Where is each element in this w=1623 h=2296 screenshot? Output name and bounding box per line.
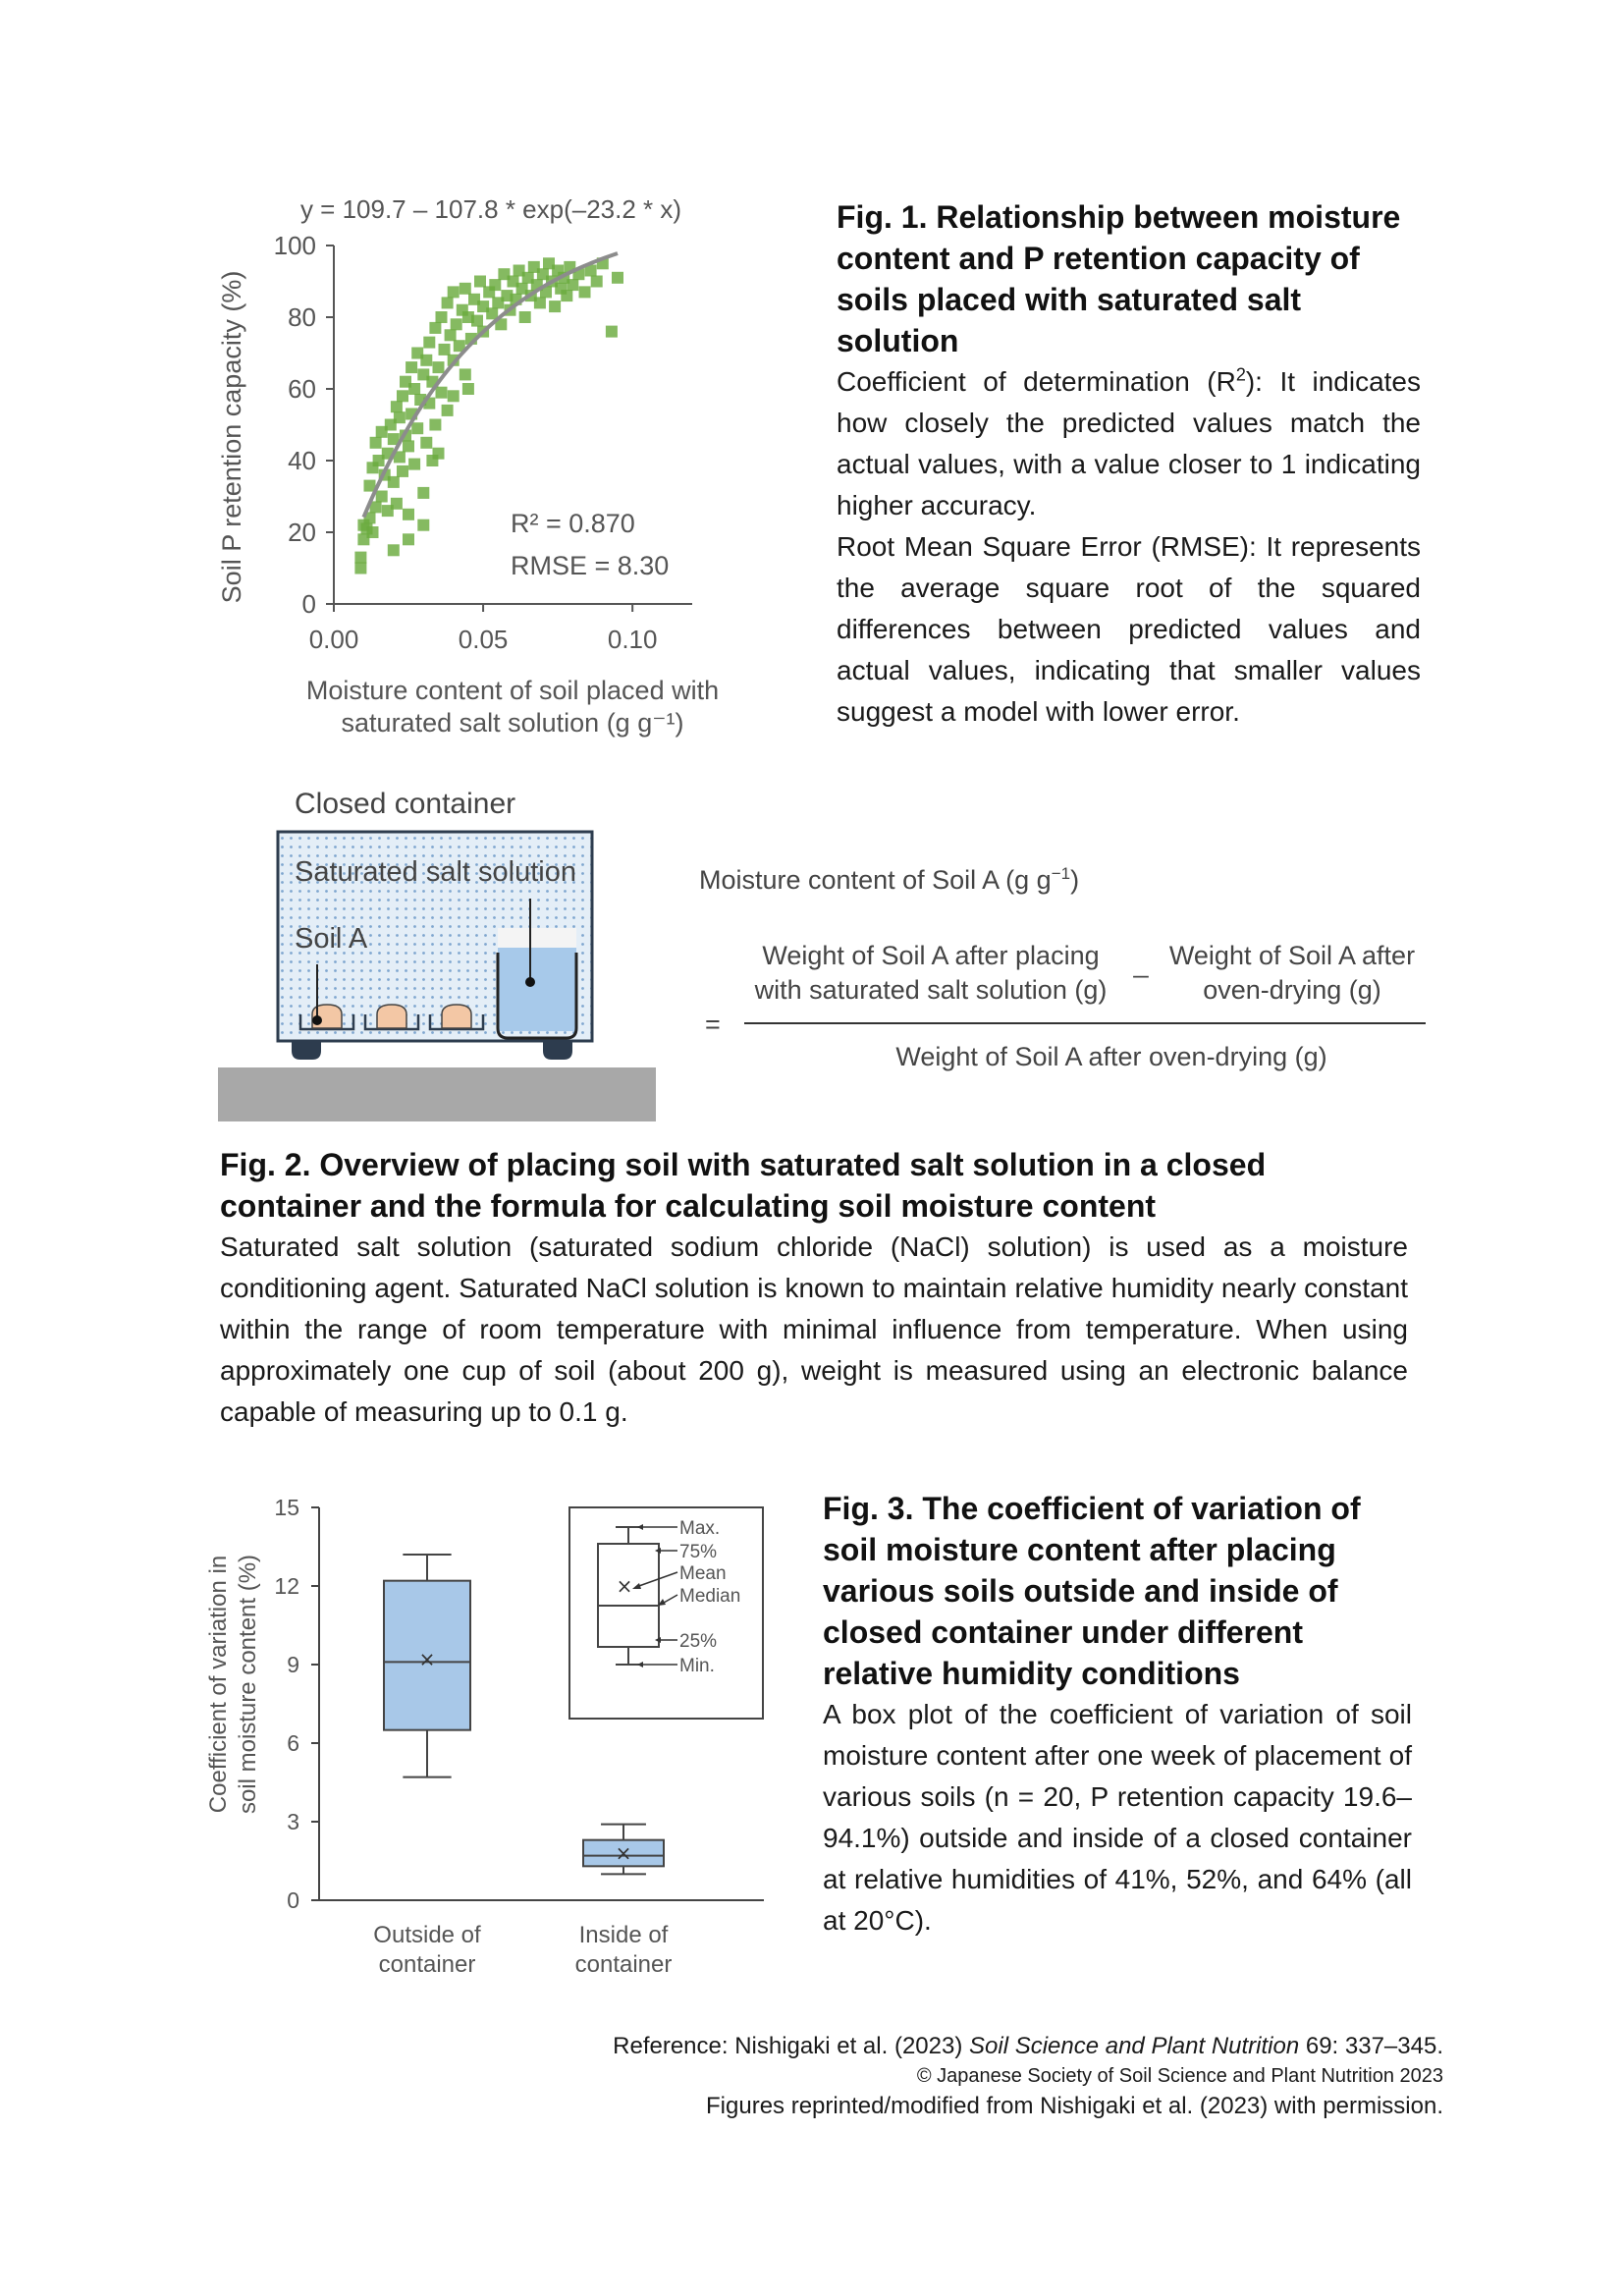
fig1-scatter-chart <box>196 187 746 746</box>
y-tick-label: 0 <box>301 589 316 619</box>
container-foot-left <box>292 1041 321 1060</box>
scatter-point <box>408 459 420 470</box>
scatter-point <box>406 361 417 373</box>
scatter-point <box>561 290 572 301</box>
category-label: container <box>378 1951 476 1978</box>
scatter-point <box>408 383 420 395</box>
scatter-point <box>549 301 561 312</box>
scatter-point <box>436 387 448 399</box>
closed-container-label: Closed container <box>295 788 516 820</box>
scatter-point <box>397 465 408 477</box>
x-tick-label: 0.00 <box>308 625 359 654</box>
category-label: container <box>574 1951 673 1978</box>
scatter-point <box>391 498 403 510</box>
numerator-left-line1: Weight of Soil A after placing <box>762 941 1100 970</box>
scatter-point <box>442 297 454 308</box>
y-tick-label: 100 <box>273 231 316 260</box>
category-label: Outside of <box>373 1922 481 1948</box>
scatter-point <box>579 286 591 298</box>
svg-text:soil moisture content (%): soil moisture content (%) <box>235 1554 261 1815</box>
scatter-point <box>429 419 441 431</box>
fig1-caption <box>837 196 1421 733</box>
scatter-point <box>471 315 483 327</box>
numerator-left-line2: with saturated salt solution (g) <box>754 975 1108 1005</box>
scatter-point <box>606 326 618 338</box>
numerator-right-line2: oven-drying (g) <box>1203 975 1381 1005</box>
fig3-title: Fig. 3. The coefficient of variation of soil moisture content after placing various soils outside and inside of closed container under different relative humidity conditions <box>823 1491 1361 1691</box>
fig3-caption <box>823 1488 1412 1941</box>
scatter-point <box>448 286 460 298</box>
legend-q3: 75% <box>679 1542 718 1562</box>
y-tick-label: 60 <box>288 374 316 404</box>
fig2-formula <box>687 845 1443 1100</box>
y-tick-label: 15 <box>274 1495 299 1520</box>
minus-sign: _ <box>1133 949 1149 978</box>
saturated-salt-label: Saturated salt solution <box>295 856 576 888</box>
scatter-point <box>489 279 501 291</box>
scatter-point <box>462 383 474 395</box>
y-tick-label: 12 <box>274 1573 299 1599</box>
mean-marker: × <box>418 1647 436 1671</box>
scatter-point <box>354 563 366 574</box>
scatter-point <box>417 519 429 531</box>
fig2-title: Fig. 2. Overview of placing soil with saturated salt solution in a closed container and the formula for calculating soil moisture content <box>220 1147 1267 1224</box>
scatter-point <box>460 368 471 380</box>
scatter-point <box>429 322 441 334</box>
fig1-equation: y = 109.7 – 107.8 * exp(–23.2 * x) <box>299 194 682 224</box>
fig1-xaxis-label-line2: saturated salt solution (g g⁻¹) <box>341 708 684 738</box>
scatter-point <box>436 311 448 323</box>
numerator-right-line1: Weight of Soil A after <box>1168 941 1416 970</box>
reference-citation: Reference: Nishigaki et al. (2023) Soil Science and Plant Nutrition 69: 337–345. <box>613 2033 1443 2059</box>
fig1-rmse-label: RMSE = 8.30 <box>511 551 670 580</box>
table-surface <box>218 1067 656 1121</box>
scatter-point <box>376 491 388 503</box>
scatter-point <box>442 405 454 416</box>
container-foot-right <box>543 1041 572 1060</box>
svg-text:×: × <box>616 1574 633 1598</box>
fig1-yaxis-label <box>217 271 246 604</box>
box-outside <box>373 1555 481 1978</box>
scatter-point <box>403 533 414 545</box>
y-tick-label: 3 <box>287 1809 299 1834</box>
legend-q1: 25% <box>679 1631 718 1652</box>
scatter-point <box>403 440 414 452</box>
x-tick-label: 0.10 <box>607 625 658 654</box>
scatter-point <box>367 526 379 538</box>
mean-marker: × <box>615 1841 632 1865</box>
scatter-point <box>411 422 423 434</box>
scatter-point <box>388 544 400 556</box>
scatter-point <box>420 355 432 366</box>
scatter-point <box>567 279 578 291</box>
reference-copyright: © Japanese Society of Soil Science and Plant Nutrition 2023 <box>916 2065 1443 2087</box>
scatter-point <box>370 437 382 449</box>
scatter-point <box>448 390 460 402</box>
legend-mean: Mean <box>679 1563 727 1584</box>
scatter-point <box>445 329 457 341</box>
equals-sign: = <box>705 1010 721 1039</box>
scatter-point <box>417 487 429 499</box>
scatter-point <box>391 401 403 412</box>
scatter-point <box>591 276 603 288</box>
scatter-point <box>420 437 432 449</box>
fig2-caption <box>220 1144 1408 1433</box>
legend-min: Min. <box>679 1656 715 1676</box>
svg-text:Coefficient of variation in: Coefficient of variation in <box>205 1555 232 1814</box>
soil-a-label: Soil A <box>295 923 368 955</box>
y-tick-label: 20 <box>288 518 316 547</box>
y-tick-label: 0 <box>287 1887 299 1913</box>
fig1-r2-description: Coefficient of determination $(R^2)$: It indicates how closely the predicted values match the actual values, with a value closer to 1 indicating higher accuracy. <box>837 364 1422 520</box>
x-tick-label: 0.05 <box>458 625 509 654</box>
scatter-point <box>474 276 486 288</box>
box-legend <box>569 1507 763 1719</box>
scatter-point <box>388 476 400 488</box>
fig1-r2-label: R² = 0.870 <box>511 509 635 538</box>
scatter-point <box>397 390 408 402</box>
legend-max: Max. <box>679 1518 721 1539</box>
fig1-xaxis-label-line1: Moisture content of soil placed with <box>305 676 720 705</box>
fig2-container-diagram <box>216 781 668 1124</box>
scatter-point <box>433 448 445 460</box>
scatter-point <box>612 272 623 284</box>
y-tick-label: 40 <box>288 446 316 475</box>
reference-permission: Figures reprinted/modified from Nishigaki et al. (2023) with permission. <box>706 2093 1443 2119</box>
fig2-body: Saturated salt solution (saturated sodium chloride (NaCl) solution) is used as a moisture conditioning agent. Saturated NaCl solution is known to maintain relative humidity nearly constant within the range of room temperature with minimal influence from temperature. When using approximately one cup of soil (about 200 g), weight is measured using an electronic balance capable of measuring up to 0.1 g. <box>220 1231 1408 1427</box>
scatter-point <box>451 318 462 330</box>
scatter-point <box>423 337 435 349</box>
fig1-title: Fig. 1. Relationship between moisture content and P retention capacity of soils placed with saturated salt solution <box>837 199 1401 358</box>
fig3-ticks <box>274 1495 319 1913</box>
formula-title: Moisture content of Soil A (g $g^{-1}$) <box>699 864 1080 895</box>
scatter-point <box>403 509 414 520</box>
fig3-box-chart <box>196 1473 785 1984</box>
scatter-point <box>354 552 366 564</box>
svg-text:Soil P retention capacity (%): Soil P retention capacity (%) <box>217 270 246 604</box>
scatter-point <box>460 283 471 295</box>
scatter-point <box>433 361 445 373</box>
scatter-point <box>439 344 451 355</box>
y-tick-label: 6 <box>287 1730 299 1756</box>
category-label: Inside of <box>578 1922 669 1948</box>
reference-block <box>491 2031 1443 2123</box>
scatter-point <box>394 411 406 423</box>
y-tick-label: 80 <box>288 302 316 332</box>
fig3-yaxis-label <box>205 1555 261 1814</box>
y-tick-label: 9 <box>287 1652 299 1677</box>
fig3-body: A box plot of the coefficient of variation of soil moisture content after one week of placement of various soils (n = 20, P retention capacity 19.6–94.1%) outside and inside of a closed container at relative humidities of 41%, 52%, and 64% (all at 20°C). <box>823 1699 1412 1936</box>
scatter-point <box>519 311 531 323</box>
scatter-point <box>534 297 546 308</box>
fig1-rmse-description: Root Mean Square Error (RMSE): It represents the average square root of the squared differences between predicted values and actual values, indicating that smaller values suggest a model with lower error. <box>837 531 1421 727</box>
denominator: Weight of Soil A after oven-drying (g) <box>895 1042 1327 1071</box>
legend-median: Median <box>679 1586 741 1607</box>
